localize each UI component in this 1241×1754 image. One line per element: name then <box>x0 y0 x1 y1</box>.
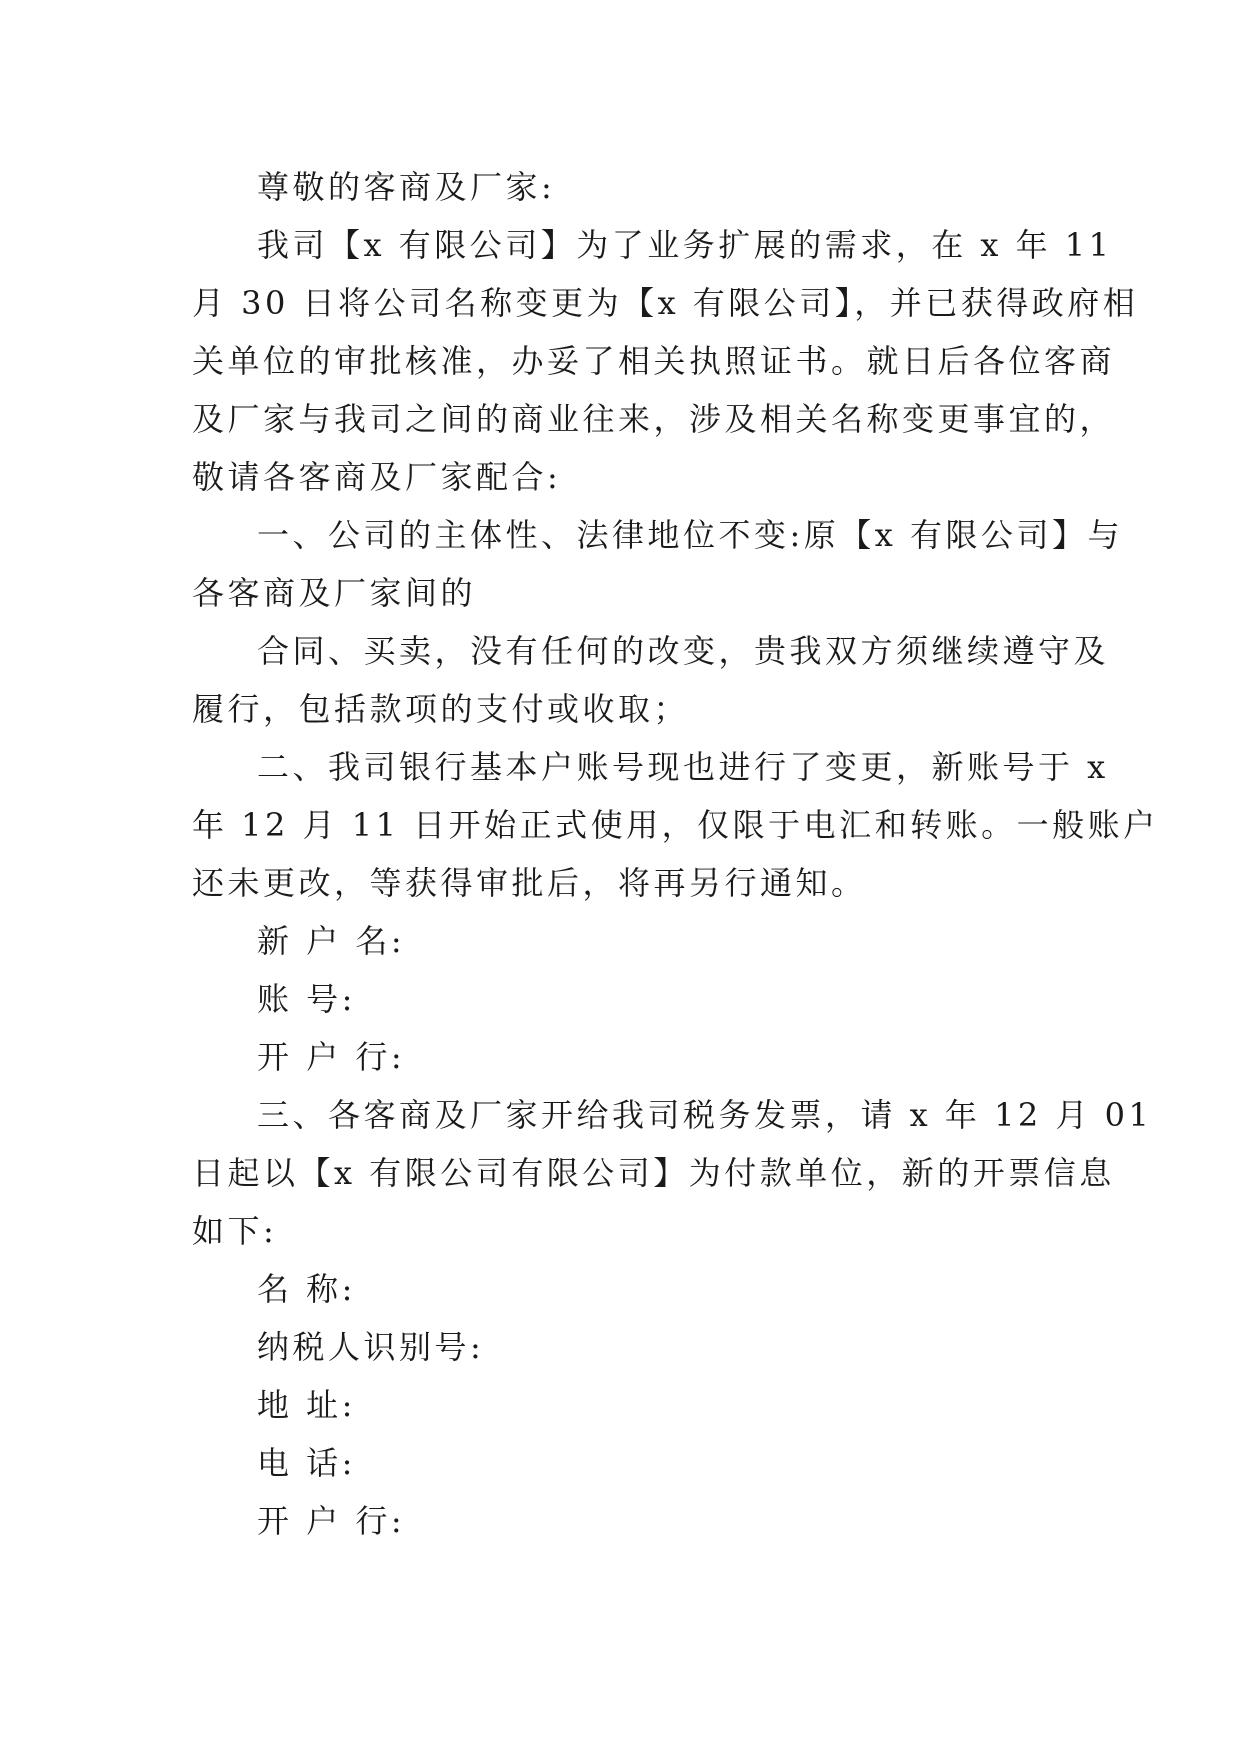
opening-bank-field-label: 开 户 行: <box>257 1038 406 1076</box>
section-one-line: 合同、买卖，没有任何的改变，贵我双方须继续遵守及 <box>257 632 1110 670</box>
section-three-line: 日起以【x 有限公司有限公司】为付款单位，新的开票信息 <box>192 1154 1115 1192</box>
paragraph-line: 及厂家与我司之间的商业往来，涉及相关名称变更事宜的， <box>192 400 1116 438</box>
section-one-line: 各客商及厂家间的 <box>192 574 477 612</box>
phone-field-label: 电 话: <box>257 1444 356 1482</box>
section-one-line: 一、公司的主体性、法律地位不变:原【x 有限公司】与 <box>257 516 1124 554</box>
paragraph-line: 敬请各客商及厂家配合: <box>192 458 562 496</box>
address-field-label: 地 址: <box>257 1386 356 1424</box>
invoice-bank-field-label: 开 户 行: <box>257 1502 406 1540</box>
paragraph-line: 关单位的审批核准，办妥了相关执照证书。就日后各位客商 <box>192 342 1116 380</box>
taxpayer-id-field-label: 纳税人识别号: <box>257 1328 485 1366</box>
greeting-line: 尊敬的客商及厂家: <box>257 168 556 206</box>
invoice-name-field-label: 名 称: <box>257 1270 356 1308</box>
new-account-name-field-label: 新 户 名: <box>257 922 406 960</box>
section-two-line: 年 12 月 11 日开始正式使用，仅限于电汇和转账。一般账户 <box>192 806 1159 844</box>
paragraph-line: 月 30 日将公司名称变更为【x 有限公司】，并已获得政府相 <box>192 284 1139 322</box>
section-three-line: 三、各客商及厂家开给我司税务发票，请 x 年 12 月 01 <box>257 1096 1153 1134</box>
section-three-line: 如下: <box>192 1212 278 1250</box>
section-two-line: 二、我司银行基本户账号现也进行了变更，新账号于 x <box>257 748 1109 786</box>
section-one-line: 履行，包括款项的支付或收取； <box>192 690 690 728</box>
paragraph-line: 我司【x 有限公司】为了业务扩展的需求，在 x 年 11 <box>257 226 1113 264</box>
document-body <box>192 158 1159 1550</box>
account-number-field-label: 账 号: <box>257 980 356 1018</box>
section-two-line: 还未更改，等获得审批后，将再另行通知。 <box>192 864 867 902</box>
